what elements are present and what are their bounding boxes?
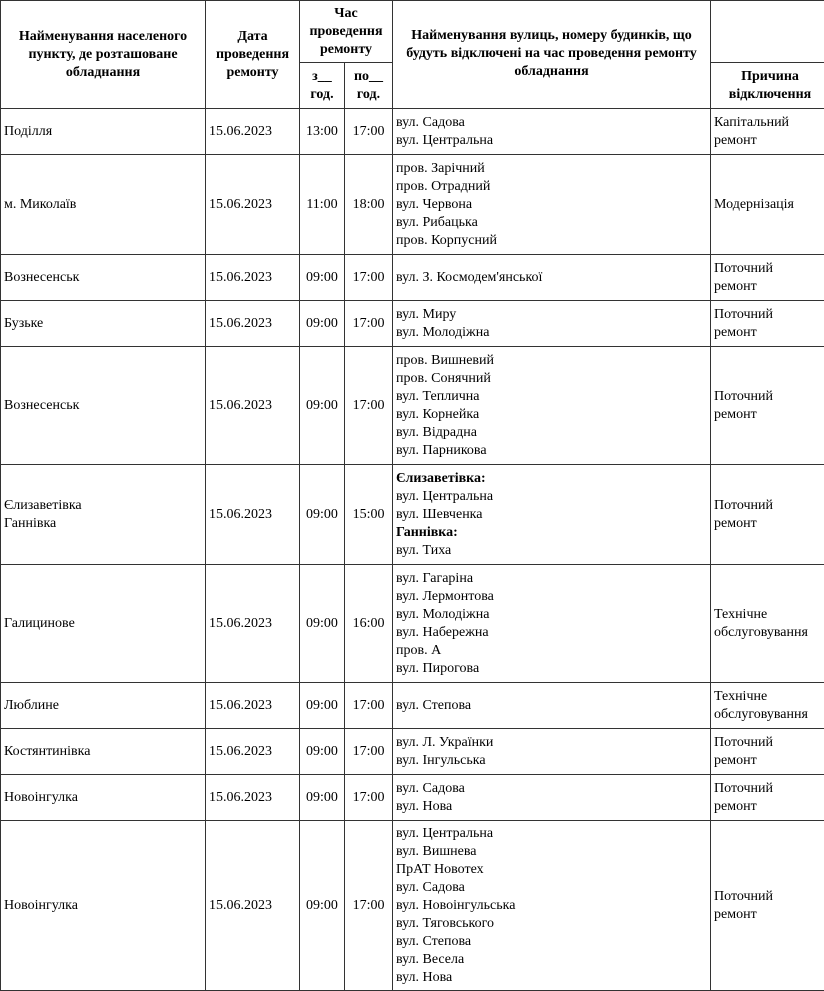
table-row bbox=[1, 109, 824, 155]
locality-name: Новоінгулка bbox=[4, 789, 202, 807]
table-header bbox=[1, 1, 824, 109]
reason-cell bbox=[711, 775, 824, 821]
locality-name: Люблине bbox=[4, 697, 202, 715]
reason-cell bbox=[711, 821, 824, 991]
reason-cell bbox=[711, 565, 824, 683]
locality-cell bbox=[1, 255, 206, 301]
time-from-cell: 09:00 bbox=[300, 465, 345, 565]
reason-cell bbox=[711, 729, 824, 775]
street-name: вул. Миру bbox=[396, 306, 707, 324]
street-name: вул. Нова bbox=[396, 798, 707, 816]
time-to-cell: 17:00 bbox=[345, 775, 393, 821]
reason-text: ремонт bbox=[714, 324, 824, 342]
street-name: вул. Центральна bbox=[396, 825, 707, 843]
reason-text: Технічне bbox=[714, 606, 824, 624]
time-from-cell: 09:00 bbox=[300, 301, 345, 347]
streets-cell bbox=[393, 109, 711, 155]
street-name: вул. Пирогова bbox=[396, 660, 707, 678]
street-name: вул. Центральна bbox=[396, 132, 707, 150]
locality-name: Вознесенськ bbox=[4, 269, 202, 287]
table-row bbox=[1, 775, 824, 821]
reason-text: Капітальний bbox=[714, 114, 824, 132]
header-date: Дата проведення ремонту bbox=[206, 1, 300, 109]
time-to-cell: 17:00 bbox=[345, 255, 393, 301]
street-name: вул. Тиха bbox=[396, 542, 707, 560]
locality-cell bbox=[1, 347, 206, 465]
time-to-cell: 17:00 bbox=[345, 109, 393, 155]
reason-text: ремонт bbox=[714, 278, 824, 296]
locality-name: Ганнівка bbox=[4, 515, 202, 533]
locality-cell bbox=[1, 465, 206, 565]
locality-name: м. Миколаїв bbox=[4, 196, 202, 214]
reason-cell bbox=[711, 465, 824, 565]
table-row bbox=[1, 301, 824, 347]
time-from-cell: 09:00 bbox=[300, 729, 345, 775]
reason-text: ремонт bbox=[714, 132, 824, 150]
streets-cell bbox=[393, 301, 711, 347]
date-cell: 15.06.2023 bbox=[206, 255, 300, 301]
reason-text: Модернізація bbox=[714, 196, 824, 214]
reason-text: обслуговування bbox=[714, 624, 824, 642]
date-cell: 15.06.2023 bbox=[206, 729, 300, 775]
street-name: вул. Корнейка bbox=[396, 406, 707, 424]
street-name: вул. Набережна bbox=[396, 624, 707, 642]
street-name: пров. А bbox=[396, 642, 707, 660]
header-from: з__ год. bbox=[300, 63, 345, 109]
time-to-cell: 16:00 bbox=[345, 565, 393, 683]
locality-name: Галицинове bbox=[4, 615, 202, 633]
date-cell: 15.06.2023 bbox=[206, 155, 300, 255]
table-row bbox=[1, 821, 824, 991]
village-subheading: Ганнівка: bbox=[396, 524, 707, 542]
streets-cell bbox=[393, 775, 711, 821]
time-from-cell: 09:00 bbox=[300, 255, 345, 301]
reason-text: Поточний bbox=[714, 260, 824, 278]
reason-text: обслуговування bbox=[714, 706, 824, 724]
street-name: вул. Вишнева bbox=[396, 843, 707, 861]
locality-name: Вознесенськ bbox=[4, 397, 202, 415]
header-locality: Найменування населеного пункту, де розташоване обладнання bbox=[1, 1, 206, 109]
date-cell: 15.06.2023 bbox=[206, 301, 300, 347]
streets-cell bbox=[393, 729, 711, 775]
time-to-cell: 15:00 bbox=[345, 465, 393, 565]
reason-cell bbox=[711, 255, 824, 301]
locality-name: Бузьке bbox=[4, 315, 202, 333]
time-from-cell: 09:00 bbox=[300, 565, 345, 683]
date-cell: 15.06.2023 bbox=[206, 465, 300, 565]
street-name: пров. Сонячний bbox=[396, 370, 707, 388]
street-name: вул. Л. Українки bbox=[396, 734, 707, 752]
reason-text: ремонт bbox=[714, 406, 824, 424]
village-subheading: Єлизаветівка: bbox=[396, 470, 707, 488]
street-name: вул. Рибацька bbox=[396, 214, 707, 232]
reason-text: Технічне bbox=[714, 688, 824, 706]
street-name: вул. Центральна bbox=[396, 488, 707, 506]
reason-text: Поточний bbox=[714, 306, 824, 324]
street-name: вул. Степова bbox=[396, 697, 707, 715]
header-streets: Найменування вулиць, номеру будинків, що будуть відключені на час проведення ремонту обладнання bbox=[393, 1, 711, 109]
time-to-cell: 17:00 bbox=[345, 821, 393, 991]
street-name: пров. Вишневий bbox=[396, 352, 707, 370]
time-to-cell: 18:00 bbox=[345, 155, 393, 255]
streets-cell bbox=[393, 465, 711, 565]
table-row bbox=[1, 683, 824, 729]
locality-cell bbox=[1, 683, 206, 729]
streets-cell bbox=[393, 821, 711, 991]
time-from-cell: 09:00 bbox=[300, 347, 345, 465]
table-row bbox=[1, 729, 824, 775]
date-cell: 15.06.2023 bbox=[206, 347, 300, 465]
street-name: вул. Лермонтова bbox=[396, 588, 707, 606]
locality-cell bbox=[1, 821, 206, 991]
reason-text: Поточний bbox=[714, 734, 824, 752]
date-cell: 15.06.2023 bbox=[206, 109, 300, 155]
time-from-cell: 11:00 bbox=[300, 155, 345, 255]
street-name: вул. Садова bbox=[396, 780, 707, 798]
street-name: пров. Корпусний bbox=[396, 232, 707, 250]
date-cell: 15.06.2023 bbox=[206, 775, 300, 821]
time-from-cell: 09:00 bbox=[300, 683, 345, 729]
streets-cell bbox=[393, 565, 711, 683]
table-body bbox=[1, 109, 824, 991]
header-reason-blank bbox=[711, 1, 824, 63]
reason-text: ремонт bbox=[714, 906, 824, 924]
locality-name: Єлизаветівка bbox=[4, 497, 202, 515]
reason-text: ремонт bbox=[714, 515, 824, 533]
reason-text: Поточний bbox=[714, 780, 824, 798]
locality-name: Костянтинівка bbox=[4, 743, 202, 761]
street-name: вул. Відрадна bbox=[396, 424, 707, 442]
street-name: вул. Парникова bbox=[396, 442, 707, 460]
reason-cell bbox=[711, 109, 824, 155]
locality-cell bbox=[1, 729, 206, 775]
header-to: по__ год. bbox=[345, 63, 393, 109]
street-name: вул. Теплична bbox=[396, 388, 707, 406]
header-time: Час проведення ремонту bbox=[300, 1, 393, 63]
reason-text: ремонт bbox=[714, 752, 824, 770]
streets-cell bbox=[393, 683, 711, 729]
locality-name: Новоінгулка bbox=[4, 897, 202, 915]
street-name: вул. Гагаріна bbox=[396, 570, 707, 588]
date-cell: 15.06.2023 bbox=[206, 565, 300, 683]
reason-text: Поточний bbox=[714, 497, 824, 515]
locality-cell bbox=[1, 301, 206, 347]
reason-cell bbox=[711, 683, 824, 729]
street-name: вул. Молодіжна bbox=[396, 324, 707, 342]
streets-cell bbox=[393, 347, 711, 465]
table-row bbox=[1, 565, 824, 683]
date-cell: 15.06.2023 bbox=[206, 683, 300, 729]
street-name: вул. З. Космодем'янської bbox=[396, 269, 707, 287]
reason-text: Поточний bbox=[714, 388, 824, 406]
time-to-cell: 17:00 bbox=[345, 347, 393, 465]
locality-cell bbox=[1, 155, 206, 255]
time-from-cell: 09:00 bbox=[300, 821, 345, 991]
time-to-cell: 17:00 bbox=[345, 301, 393, 347]
street-name: вул. Нова bbox=[396, 969, 707, 987]
street-name: ПрАТ Новотех bbox=[396, 861, 707, 879]
street-name: вул. Шевченка bbox=[396, 506, 707, 524]
table-row bbox=[1, 255, 824, 301]
reason-text: ремонт bbox=[714, 798, 824, 816]
locality-cell bbox=[1, 775, 206, 821]
time-from-cell: 09:00 bbox=[300, 775, 345, 821]
header-reason: Причина відключення bbox=[711, 63, 824, 109]
street-name: пров. Отрадний bbox=[396, 178, 707, 196]
street-name: вул. Інгульська bbox=[396, 752, 707, 770]
locality-cell bbox=[1, 565, 206, 683]
street-name: вул. Степова bbox=[396, 933, 707, 951]
street-name: пров. Зарічний bbox=[396, 160, 707, 178]
time-to-cell: 17:00 bbox=[345, 729, 393, 775]
street-name: вул. Новоінгульська bbox=[396, 897, 707, 915]
street-name: вул. Весела bbox=[396, 951, 707, 969]
street-name: вул. Молодіжна bbox=[396, 606, 707, 624]
table-row bbox=[1, 347, 824, 465]
table-row bbox=[1, 465, 824, 565]
street-name: вул. Червона bbox=[396, 196, 707, 214]
locality-name: Поділля bbox=[4, 123, 202, 141]
streets-cell bbox=[393, 255, 711, 301]
reason-text: Поточний bbox=[714, 888, 824, 906]
street-name: вул. Тяговського bbox=[396, 915, 707, 933]
reason-cell bbox=[711, 301, 824, 347]
reason-cell bbox=[711, 155, 824, 255]
locality-cell bbox=[1, 109, 206, 155]
reason-cell bbox=[711, 347, 824, 465]
street-name: вул. Садова bbox=[396, 879, 707, 897]
time-to-cell: 17:00 bbox=[345, 683, 393, 729]
street-name: вул. Садова bbox=[396, 114, 707, 132]
table-row bbox=[1, 155, 824, 255]
time-from-cell: 13:00 bbox=[300, 109, 345, 155]
date-cell: 15.06.2023 bbox=[206, 821, 300, 991]
streets-cell bbox=[393, 155, 711, 255]
